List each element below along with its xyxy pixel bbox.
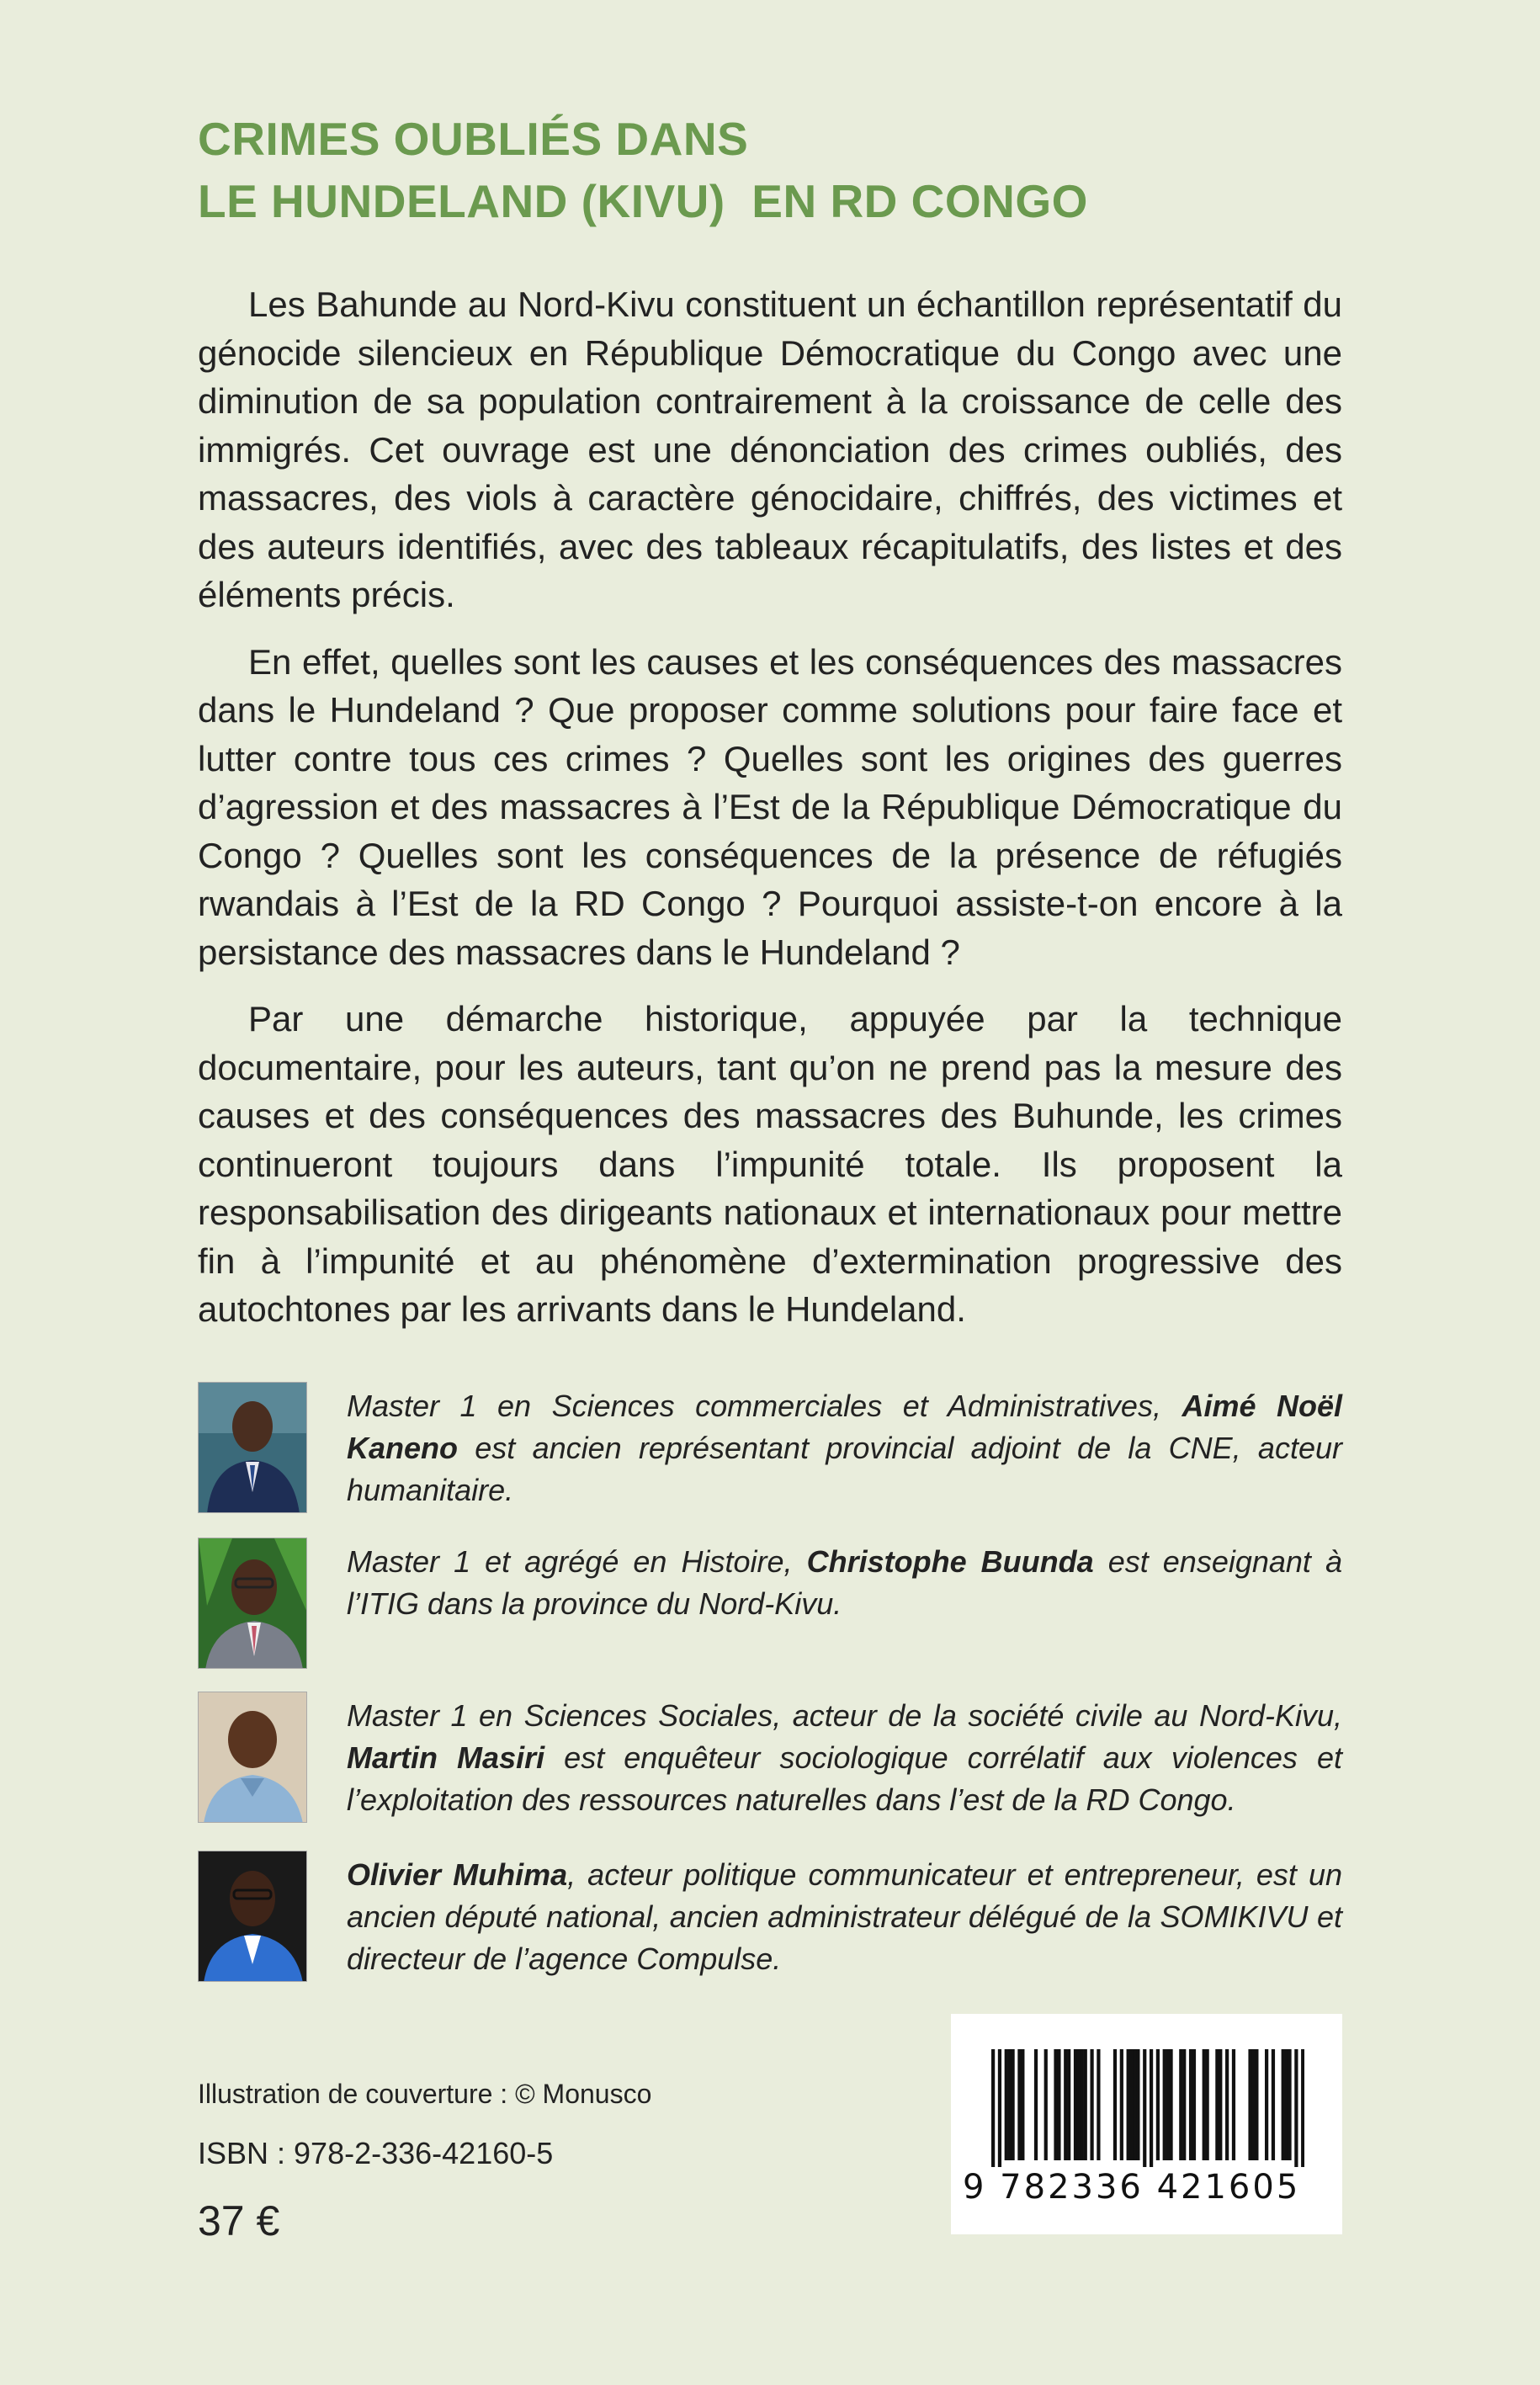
barcode-bar xyxy=(991,2049,995,2167)
author-bio-2-intro: Master 1 et agrégé en Histoire, xyxy=(347,1544,807,1579)
barcode-bar xyxy=(1011,2049,1014,2160)
author-photo-2 xyxy=(198,1538,307,1669)
barcode-bar xyxy=(1081,2049,1084,2160)
author-bio-1-intro: Master 1 en Sciences commerciales et Administratives, xyxy=(347,1389,1182,1423)
author-photo-1 xyxy=(198,1382,307,1513)
barcode-bar xyxy=(1255,2049,1258,2160)
author-block-2 xyxy=(198,1538,1342,1669)
barcode-bar xyxy=(1090,2049,1093,2160)
barcode-bar xyxy=(1034,2049,1038,2160)
barcode-bar xyxy=(1064,2049,1067,2160)
barcode-bar xyxy=(1163,2049,1166,2160)
author-photo-4 xyxy=(198,1851,307,1982)
barcode-bar xyxy=(1017,2049,1021,2160)
author-bio-1-rest: est ancien représentant provincial adjoint de la CNE, acteur humanitaire. xyxy=(347,1431,1342,1507)
barcode-bar xyxy=(1021,2049,1024,2160)
barcode xyxy=(951,2014,1342,2234)
summary-paragraph-3: Par une démarche historique, appuyée par la technique documentaire, pour les auteurs, tant qu’on ne prend pas la mesure des causes et des conséquences des massacres des Buhunde, les crimes continueront toujours dans l’impunité totale. Ils proposent la responsabilisation des dirigeants nationaux et internationaux pour mettre fin à l’impunité et au phénomène d’extermination progressive des autochtones par les arrivants dans le Hundeland. xyxy=(198,999,1342,1329)
barcode-bar xyxy=(1206,2049,1209,2160)
barcode-bar xyxy=(1150,2049,1153,2167)
barcode-bar xyxy=(1005,2049,1008,2160)
author-bio-4 xyxy=(347,1854,1342,1980)
barcode-bar xyxy=(1166,2049,1170,2160)
cover-illustration-credit: Illustration de couverture : © Monusco xyxy=(198,2079,652,2109)
author-photo-3 xyxy=(198,1692,307,1823)
author-block-3 xyxy=(198,1692,1342,1823)
barcode-bar xyxy=(1248,2049,1251,2160)
author-bio-1 xyxy=(347,1385,1342,1511)
author-bio-4-rest: , acteur politique communicateur et entrepreneur, est un ancien député national, ancien administrateur délégué de la SOMIKIVU et directeur de l’agence Compulse. xyxy=(347,1857,1342,1976)
author-name-3: Martin Masiri xyxy=(347,1740,545,1775)
barcode-bar xyxy=(1156,2049,1160,2160)
barcode-bar xyxy=(1067,2049,1070,2160)
barcode-bar xyxy=(1054,2049,1057,2160)
author-block-1 xyxy=(198,1382,1342,1513)
author-bio-3-rest: est enquêteur sociologique corrélatif aux violences et l’exploitation des ressources naturelles dans l’est de la RD Congo. xyxy=(347,1740,1343,1817)
title-line-2: LE HUNDELAND (KIVU) EN RD CONGO xyxy=(198,175,1088,227)
summary-paragraph-2: En effet, quelles sont les causes et les conséquences des massacres dans le Hundeland ? Que proposer comme solutions pour faire face et lutter contre tous ces crimes ? Quelles sont les origines des guerres d’agression et des massacres à l’Est de la République Démocratique du Congo ? Quelles sont les conséquences de la présence de réfugiés rwandais à l’Est de la RD Congo ? Pourquoi assiste-t-on encore à la persistance des massacres dans le Hundeland ? xyxy=(198,641,1342,972)
barcode-bar xyxy=(1203,2049,1206,2160)
book-title xyxy=(198,108,1376,232)
isbn: ISBN : 978-2-336-42160-5 xyxy=(198,2136,554,2170)
author-name-4: Olivier Muhima xyxy=(347,1857,568,1892)
barcode-digits: 9 782336 421605 xyxy=(963,2168,1301,2207)
author-name-1: Aimé Noël Kaneno xyxy=(347,1389,1343,1465)
barcode-bar xyxy=(1136,2049,1139,2160)
barcode-bar xyxy=(1044,2049,1048,2160)
barcode-bar xyxy=(1272,2049,1275,2160)
barcode-bar xyxy=(1169,2049,1172,2160)
barcode-bar xyxy=(998,2049,1001,2167)
barcode-bar xyxy=(1077,2049,1081,2160)
barcode-bar xyxy=(1189,2049,1192,2160)
barcode-bar xyxy=(1133,2049,1136,2160)
author-name-2: Christophe Buunda xyxy=(806,1544,1094,1579)
barcode-bar xyxy=(1057,2049,1060,2160)
barcode-bar xyxy=(1232,2049,1235,2160)
author-bio-3-intro: Master 1 en Sciences Sociales, acteur de la société civile au Nord-Kivu, xyxy=(347,1698,1342,1733)
price: 37 € xyxy=(198,2197,280,2244)
summary-paragraph-1: Les Bahunde au Nord-Kivu constituent un échantillon représentatif du génocide silencieux en République Démocratique du Congo avec une diminution de sa population contrairement à la croissance de celle des immigrés. Cet ouvrage est une dénonciation des crimes oubliés, des massacres, des viols à caractère génocidaire, chiffrés, des victimes et des auteurs identifiés, avec des tableaux récapitulatifs, des listes et des éléments précis. xyxy=(198,284,1342,614)
barcode-bar xyxy=(1129,2049,1133,2160)
barcode-bar xyxy=(1301,2049,1304,2167)
barcode-bar xyxy=(1282,2049,1285,2160)
barcode-bar xyxy=(1265,2049,1268,2160)
barcode-bar xyxy=(1225,2049,1229,2160)
barcode-bar xyxy=(1113,2049,1117,2160)
barcode-bar xyxy=(1288,2049,1291,2160)
barcode-bar xyxy=(1127,2049,1130,2160)
barcode-bar xyxy=(1215,2049,1219,2160)
barcode-bar xyxy=(1219,2049,1222,2160)
author-bio-2-rest: est enseignant à l’ITIG dans la province du Nord-Kivu. xyxy=(347,1544,1343,1621)
summary xyxy=(198,280,1342,1352)
barcode-bar xyxy=(1084,2049,1087,2160)
barcode-bar xyxy=(1097,2049,1100,2160)
title-line-1: CRIMES OUBLIÉS DANS xyxy=(198,113,749,165)
barcode-bar xyxy=(1143,2049,1146,2167)
barcode-bar xyxy=(1074,2049,1077,2160)
barcode-bar xyxy=(1008,2049,1012,2160)
barcode-bar xyxy=(1182,2049,1186,2160)
barcode-bar xyxy=(1192,2049,1196,2160)
barcode-bar xyxy=(1179,2049,1182,2160)
barcode-bar xyxy=(1285,2049,1288,2160)
barcode-bar xyxy=(1120,2049,1123,2160)
barcode-bars xyxy=(991,2049,1304,2167)
barcode-bar xyxy=(1251,2049,1255,2160)
barcode-bar xyxy=(1294,2049,1298,2167)
author-bio-2 xyxy=(347,1541,1342,1625)
author-bio-3 xyxy=(347,1695,1342,1821)
author-block-4 xyxy=(198,1851,1342,1982)
